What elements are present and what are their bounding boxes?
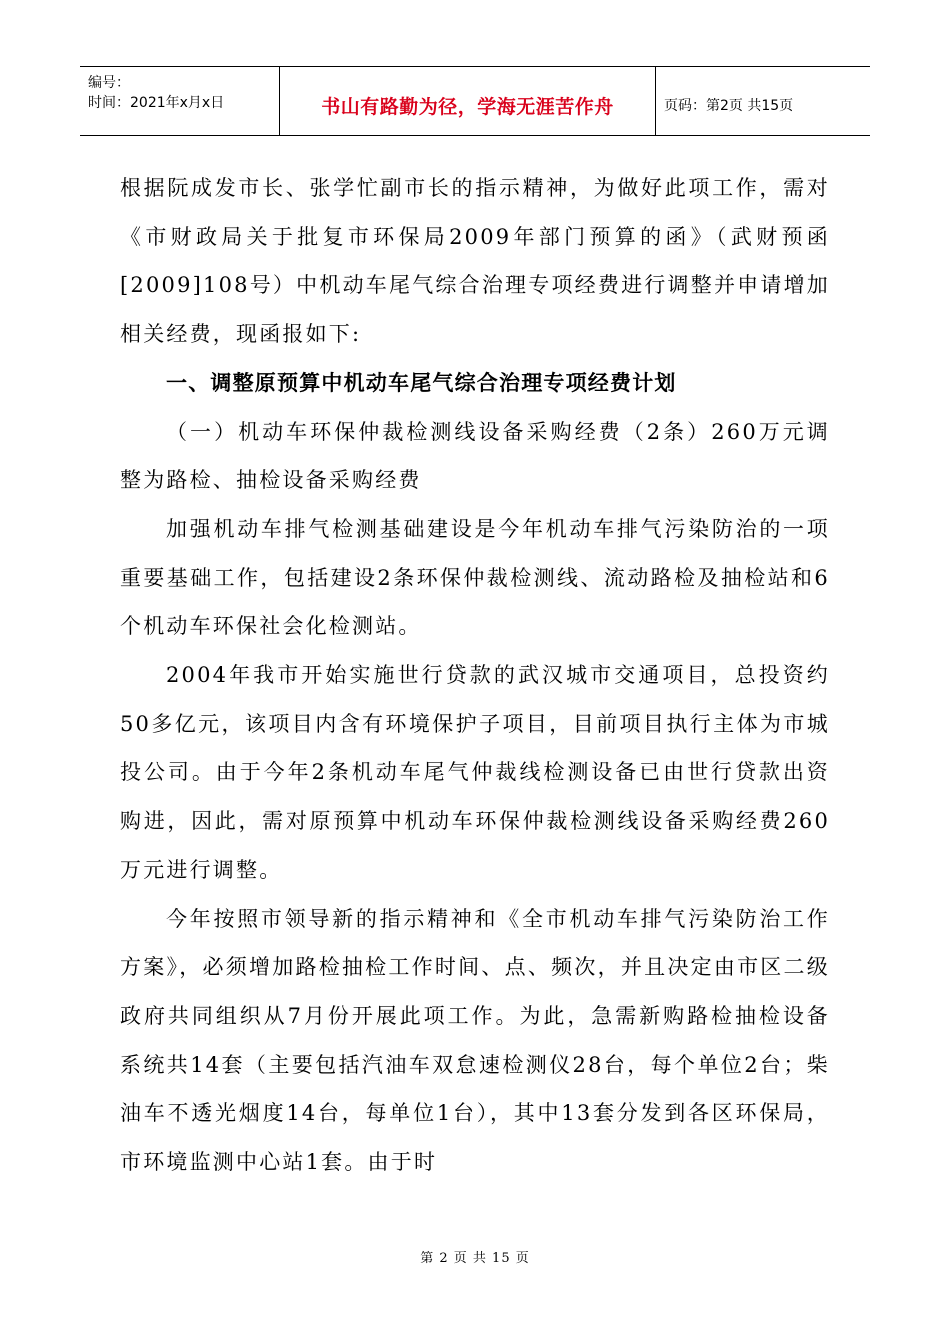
document-time-label: 时间：2021年x月x日 [88,95,225,111]
header-motto-cell [280,67,656,135]
paragraph-infrastructure: 加强机动车排气检测基础建设是今年机动车排气污染防治的一项重要基础工作，包括建设2条环保仲裁检测线、流动路检及抽检站和6个机动车环保社会化检测站。 [120,516,830,639]
header-meta [80,67,280,135]
paragraph-equipment: 今年按照市领导新的指示精神和《全市机动车排气污染防治工作方案》，必须增加路检抽检工作时间、点、频次，并且决定由市区二级政府共同组织从7月份开展此项工作。为此，急需新购路检抽检设备系统共14套（主要包括汽油车双怠速检测仪28台，每个单位2台；柴油车不透光烟度14台，每单位1台），其中13套分发到各区环保局，市环境监测中心站1套。由于时 [120,906,830,1175]
page-footer: 第 2 页 共 15 页 [420,1251,530,1266]
document-number-label: 编号： [88,75,130,91]
header-page-number: 页码：第2页 共15页 [664,98,794,114]
page-header [80,66,870,136]
paragraph-world-bank: 2004年我市开始实施世行贷款的武汉城市交通项目，总投资约50多亿元，该项目内含有环境保护子项目，目前项目执行主体为市城投公司。由于今年2条机动车尾气仲裁线检测设备已由世行贷款出资购进，因此，需对原预算中机动车环保仲裁检测线设备采购经费260万元进行调整。 [120,663,830,882]
document-body [120,164,830,1187]
header-motto: 书山有路勤为径，学海无涯苦作舟 [321,95,614,118]
section-heading: 一、调整原预算中机动车尾气综合治理专项经费计划 [166,370,677,395]
subsection-heading: （一）机动车环保仲裁检测线设备采购经费（2条）260万元调整为路检、抽检设备采购经费 [120,419,830,493]
paragraph-intro: 根据阮成发市长、张学忙副市长的指示精神，为做好此项工作，需对《市财政局关于批复市环保局2009年部门预算的函》（武财预函[2009]108号）中机动车尾气综合治理专项经费进行调整并申请增加相关经费，现函报如下: [120,176,830,347]
header-page-cell [656,67,870,135]
